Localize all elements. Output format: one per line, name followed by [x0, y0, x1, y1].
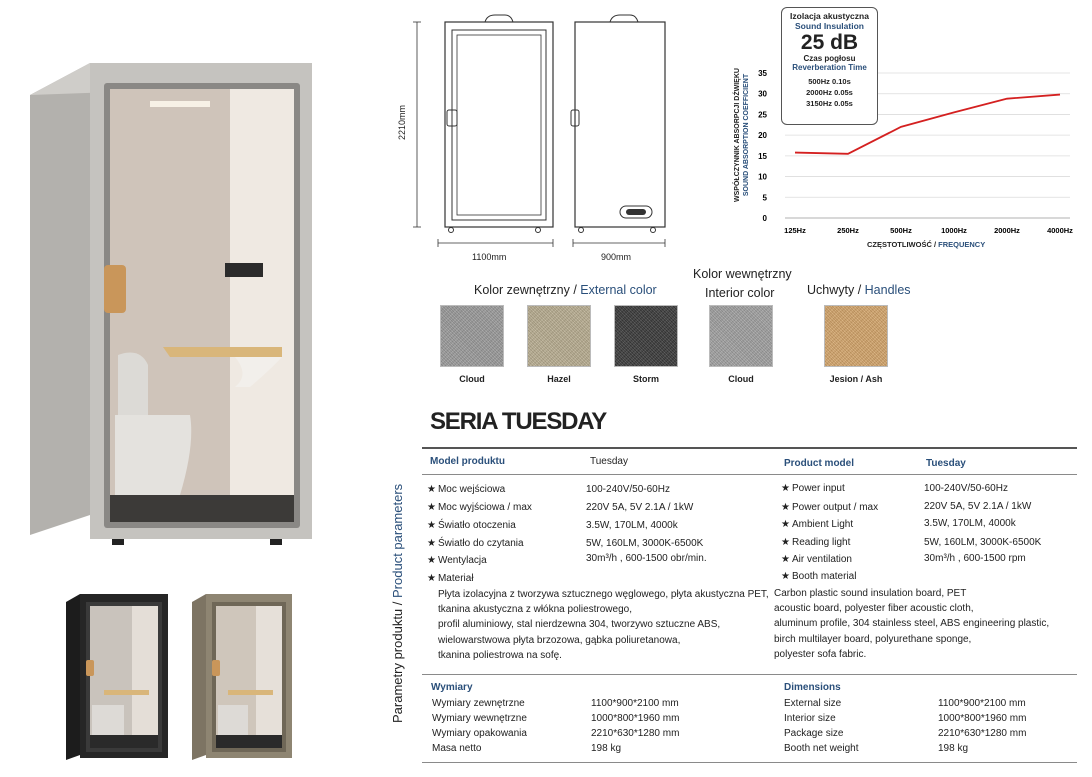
model-heading-en: Product model — [784, 458, 855, 469]
dimensions-heading-pl: Wymiary — [431, 682, 473, 693]
handles-heading-en: Handles — [864, 283, 911, 297]
x-tick-label: 2000Hz — [994, 226, 1020, 235]
acoustic-info-box — [781, 7, 878, 125]
x-tick-label: 125Hz — [784, 226, 806, 235]
chart-x-axis-label — [867, 240, 985, 249]
booth-photo-main — [20, 55, 350, 555]
dimensions-heading-en: Dimensions — [784, 682, 841, 693]
x-tick-label: 1000Hz — [941, 226, 967, 235]
dimension-label-en: Interior size — [784, 713, 836, 724]
front-view-drawing — [413, 15, 553, 247]
dimension-label-en: External size — [784, 698, 842, 709]
chart-y-axis-label — [733, 65, 751, 205]
param-label-en: ★ Power input — [781, 483, 845, 494]
param-value-en: 3.5W, 170LM, 4000k — [924, 518, 1016, 529]
material-description-pl: Płyta izolacyjna z tworzywa sztucznego węglowego, płyta akustyczna PET, tkanina akustyczna z włókna poliestrowego, profil aluminiowy, stal nierdzewna 304, tworzywo sztuczne ABS, wielowarstwowa płyta brzozowa, gąbka poliuretanowa, tkanina poliestrowa na sofę. — [438, 589, 769, 661]
depth-dimension-label: 900mm — [601, 252, 632, 262]
table-bottom-rule — [422, 762, 1077, 763]
reverb-title-pl: Czas pogłosu — [803, 54, 856, 63]
dimension-value-pl: 1100*900*2100 mm — [591, 698, 679, 709]
param-label-en: ★ Booth material — [781, 571, 857, 582]
table-rule — [422, 474, 1077, 475]
handles-heading-pl: Uchwyty / — [807, 283, 865, 297]
y-tick-label: 0 — [762, 214, 767, 223]
material-description-en: Carbon plastic sound insulation board, PET acoustic board, polyester fiber acoustic cloth, aluminum profile, 304 stainless steel, ABS engineering plastic, birch multilayer board, polyurethane sponge, polyester sofa fabric. — [774, 588, 1050, 660]
swatch-label: Cloud — [459, 374, 485, 384]
y-tick-label: 15 — [758, 151, 767, 161]
table-rule — [422, 674, 1077, 675]
y-tick-label: 35 — [758, 69, 767, 78]
reverb-row: 500Hz 0.10s — [808, 77, 851, 86]
y-label-pl: WSPÓŁCZYNNIK ABSORPCJI DŹWIĘKU — [734, 68, 741, 202]
param-label-pl: ★ Światło otoczenia — [427, 520, 516, 531]
x-tick-label: 500Hz — [890, 226, 912, 235]
swatch-label: Jesion / Ash — [829, 374, 883, 384]
dimension-value-en: 2210*630*1280 mm — [938, 728, 1027, 739]
dimension-label-en: Package size — [784, 728, 844, 739]
param-value-en: 5W, 160LM, 3000K-6500K — [924, 537, 1042, 548]
param-label-pl: ★ Moc wyjściowa / max — [427, 502, 532, 513]
height-dimension-label: 2210mm — [397, 104, 407, 140]
model-value-pl: Tuesday — [590, 456, 628, 467]
dimension-label-pl: Wymiary zewnętrzne — [432, 698, 525, 709]
param-label-en: ★ Power output / max — [781, 502, 879, 513]
absorption-chart — [725, 5, 1090, 260]
external-color-heading-en: External color — [580, 283, 657, 297]
width-dimension-label: 1100mm — [472, 252, 507, 262]
insulation-title-en: Sound Insulation — [795, 21, 864, 31]
table-top-rule — [422, 447, 1077, 449]
x-tick-label: 4000Hz — [1047, 226, 1073, 235]
swatch-label: Hazel — [547, 374, 571, 384]
param-label-en: ★ Reading light — [781, 537, 851, 548]
param-value-en: 100-240V/50-60Hz — [924, 483, 1008, 494]
y-tick-label: 10 — [758, 172, 767, 182]
external-color-heading — [474, 283, 657, 297]
swatch-ash-handle[interactable] — [824, 305, 888, 367]
dimension-value-pl: 198 kg — [591, 743, 622, 754]
param-label-en: ★ Air ventilation — [781, 554, 852, 565]
insulation-title-pl: Izolacja akustyczna — [790, 11, 869, 21]
param-label-pl: ★ Moc wejściowa — [427, 484, 506, 495]
param-value-pl: 220V 5A, 5V 2.1A / 1kW — [586, 502, 694, 513]
booth-photo-brown — [188, 590, 296, 765]
swatch-label: Cloud — [728, 374, 754, 384]
param-value-en: 30m³/h , 600-1500 rpm — [924, 553, 1026, 564]
y-tick-label: 25 — [758, 110, 767, 120]
interior-color-heading-pl: Kolor wewnętrzny — [693, 267, 792, 281]
dimension-value-en: 1000*800*1960 mm — [938, 713, 1027, 724]
reverb-row: 2000Hz 0.05s — [806, 88, 853, 97]
param-value-pl: 30m³/h , 600-1500 obr/min. — [586, 553, 707, 564]
side-label-pl: Parametry produktu / — [390, 598, 405, 723]
side-label-en: Product parameters — [390, 483, 405, 598]
dimension-value-en: 198 kg — [938, 743, 969, 754]
model-value-en: Tuesday — [926, 458, 966, 469]
dimension-label-pl: Wymiary opakowania — [432, 728, 527, 739]
product-parameters-side-label — [390, 484, 405, 723]
swatch-hazel[interactable] — [527, 305, 591, 367]
interior-color-heading-en: Interior color — [705, 286, 775, 300]
reverb-title-en: Reverberation Time — [792, 63, 867, 72]
swatch-storm[interactable] — [614, 305, 678, 367]
param-value-pl: 100-240V/50-60Hz — [586, 484, 670, 495]
param-value-en: 220V 5A, 5V 2.1A / 1kW — [924, 501, 1032, 512]
param-value-pl: 5W, 160LM, 3000K-6500K — [586, 538, 704, 549]
dimension-value-pl: 2210*630*1280 mm — [591, 728, 680, 739]
technical-drawings — [405, 10, 685, 270]
param-label-pl: ★ Materiał — [427, 573, 474, 584]
y-label-en: SOUND ABSORPTION COEFFICIENT — [743, 73, 750, 197]
insulation-value: 25 dB — [800, 31, 859, 54]
param-label-en: ★ Ambient Light — [781, 519, 854, 530]
handles-heading — [807, 283, 911, 297]
swatch-cloud-exterior[interactable] — [440, 305, 504, 367]
x-label-en: FREQUENCY — [938, 240, 986, 249]
y-tick-label: 5 — [762, 193, 767, 203]
y-tick-label: 30 — [758, 89, 767, 99]
booth-photo-black — [62, 590, 172, 765]
model-heading-pl: Model produktu — [430, 456, 505, 467]
swatch-label: Storm — [632, 374, 659, 384]
dimension-value-en: 1100*900*2100 mm — [938, 698, 1026, 709]
side-view-drawing — [571, 15, 665, 247]
external-color-heading-pl: Kolor zewnętrzny / — [474, 283, 581, 297]
dimension-label-pl: Masa netto — [432, 743, 482, 754]
dimension-label-en: Booth net weight — [784, 743, 859, 754]
param-value-pl: 3.5W, 170LM, 4000k — [586, 520, 678, 531]
swatch-cloud-interior[interactable] — [709, 305, 773, 367]
reverb-row: 3150Hz 0.05s — [806, 99, 853, 108]
series-title: SERIA TUESDAY — [430, 408, 607, 435]
y-tick-label: 20 — [758, 131, 767, 141]
param-label-pl: ★ Światło do czytania — [427, 538, 524, 549]
x-label-pl: CZĘSTOTLIWOŚĆ / — [867, 240, 937, 249]
dimension-label-pl: Wymiary wewnętrzne — [432, 713, 527, 724]
x-tick-label: 250Hz — [837, 226, 859, 235]
param-label-pl: ★ Wentylacja — [427, 555, 487, 566]
dimension-value-pl: 1000*800*1960 mm — [591, 713, 680, 724]
